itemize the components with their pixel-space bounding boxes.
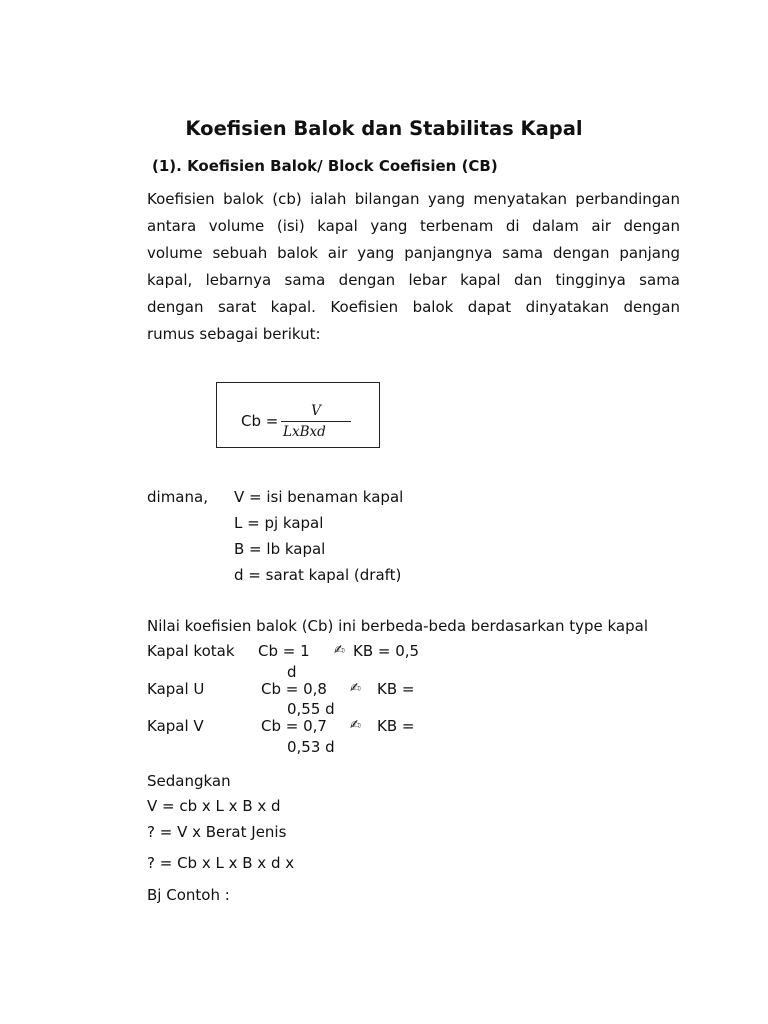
paragraph-line: rumus sebagai berikut:	[147, 325, 321, 343]
fraction-bar	[281, 421, 351, 422]
ship-type-cb: Cb = 1	[258, 642, 310, 660]
formula-line: V = cb x L x B x d	[147, 797, 281, 815]
formula-denominator: LxBxd	[283, 424, 326, 440]
definition-item: d = sarat kapal (draft)	[234, 566, 402, 584]
ship-type-kb: KB =	[377, 680, 415, 698]
formula-fraction	[281, 403, 351, 443]
ship-type-name: Kapal V	[147, 717, 204, 735]
section-heading: (1). Koefisien Balok/ Block Coefisien (CB)	[152, 157, 498, 175]
definitions-label: dimana,	[147, 488, 208, 506]
paragraph-line: kapal, lebarnya sama dengan lebar kapal dan tingginya sama	[147, 271, 680, 289]
paragraph-line: antara volume (isi) kapal yang terbenam di dalam air dengan	[147, 217, 680, 235]
ship-type-cb: Cb = 0,8	[261, 680, 327, 698]
paragraph-line: Koefisien balok (cb) ialah bilangan yang menyatakan perbandingan	[147, 190, 680, 208]
text-line: Bj Contoh :	[147, 886, 230, 904]
ship-type-name: Kapal kotak	[147, 642, 235, 660]
definition-item: B = lb kapal	[234, 540, 326, 558]
paragraph-line: dengan sarat kapal. Koefisien balok dapat dinyatakan dengan	[147, 298, 680, 316]
ship-type-kb-unit: 0,53 d	[287, 738, 335, 756]
ship-type-name: Kapal U	[147, 680, 205, 698]
page-title: Koefisien Balok dan Stabilitas Kapal	[185, 117, 583, 140]
ship-type-kb: KB =	[377, 717, 415, 735]
ship-type-kb-unit: 0,55 d	[287, 700, 335, 718]
ship-type-cb: Cb = 0,7	[261, 717, 327, 735]
definition-paragraph	[147, 186, 680, 348]
types-intro: Nilai koefisien balok (Cb) ini berbeda-beda berdasarkan type kapal	[147, 617, 648, 635]
definition-item: L = pj kapal	[234, 514, 324, 532]
ship-type-kb-unit: d	[287, 663, 297, 681]
paragraph-line: volume sebuah balok air yang panjangnya sama dengan panjang	[147, 244, 680, 262]
text-line: Sedangkan	[147, 772, 231, 790]
formula-lhs: Cb =	[241, 412, 279, 430]
writing-hand-icon: ✍	[350, 718, 361, 733]
writing-hand-icon: ✍	[350, 681, 361, 696]
writing-hand-icon: ✍	[334, 643, 345, 658]
formula-line: ? = Cb x L x B x d x	[147, 854, 295, 872]
formula-box	[216, 382, 380, 448]
ship-type-kb: KB = 0,5	[353, 642, 420, 660]
definition-item: V = isi benaman kapal	[234, 488, 404, 506]
formula-numerator: V	[311, 403, 321, 419]
formula-line: ? = V x Berat Jenis	[147, 823, 287, 841]
